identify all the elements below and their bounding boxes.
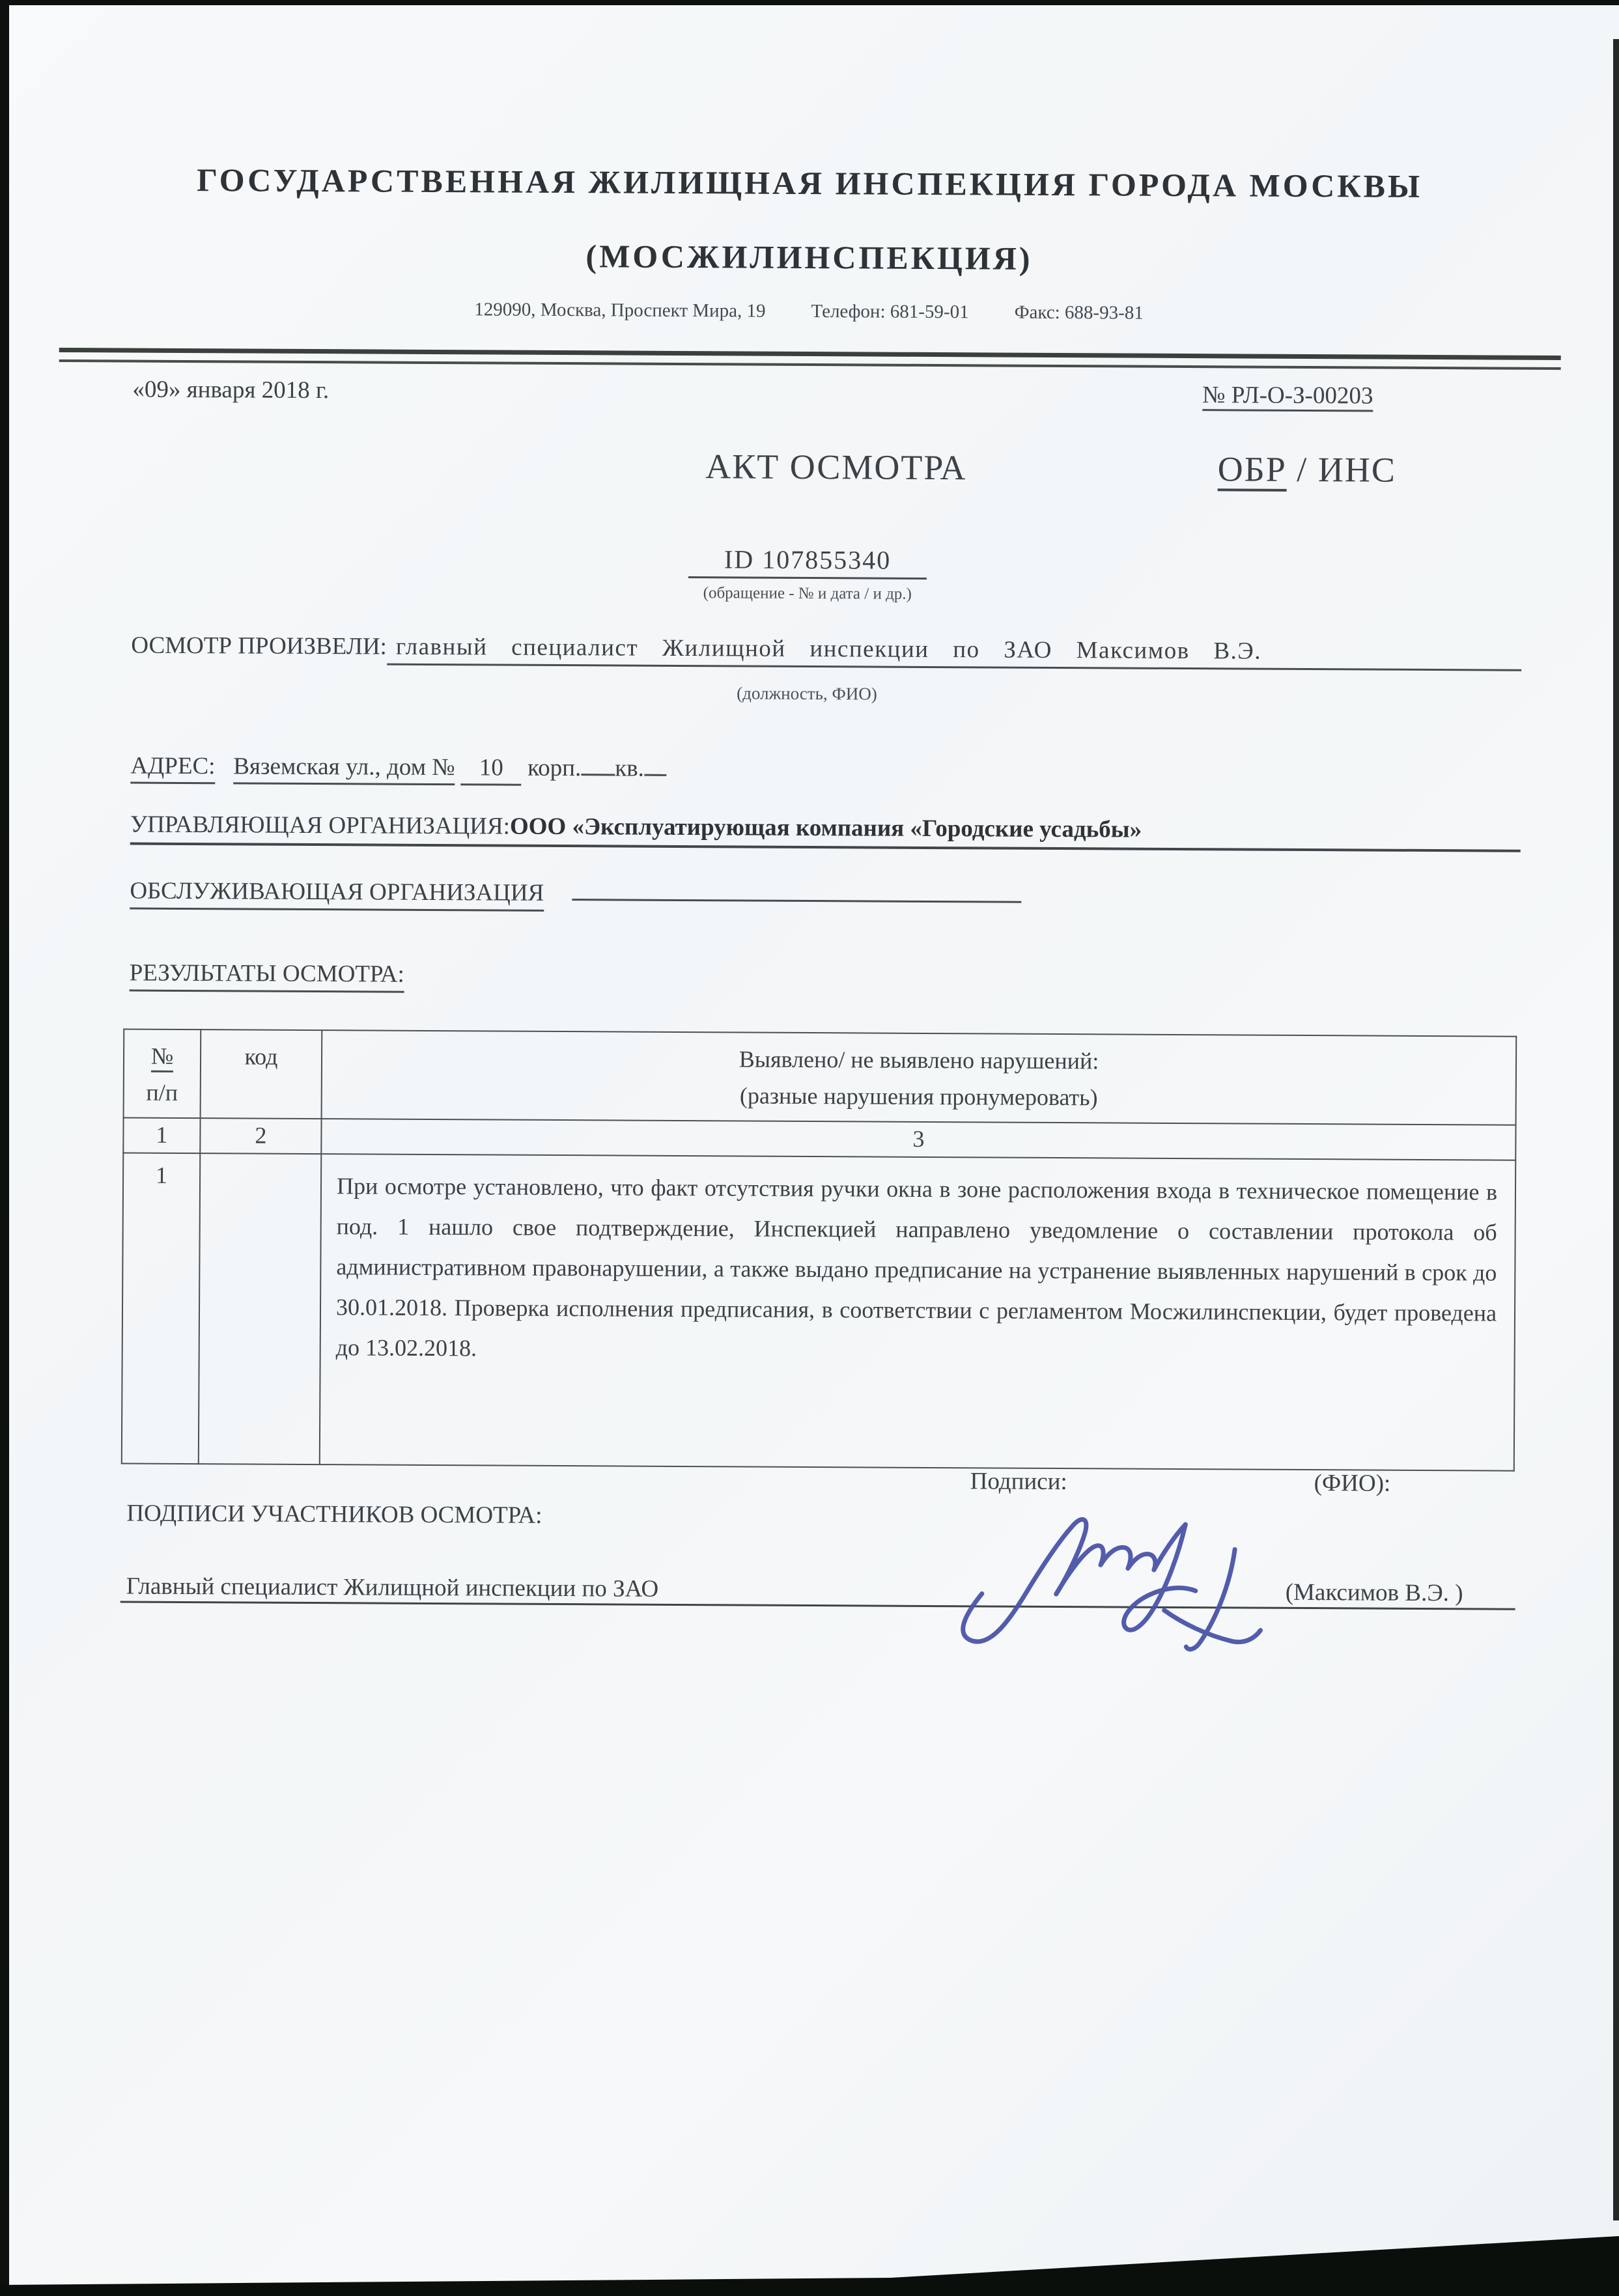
act-type-obr: ОБР [1218,449,1287,492]
org-name-line1: ГОСУДАРСТВЕННАЯ ЖИЛИЩНАЯ ИНСПЕКЦИЯ ГОРОДА МОСКВЫ [197,161,1423,204]
managing-org-line [130,811,1521,852]
participants-label: ПОДПИСИ УЧАСТНИКОВ ОСМОТРА: [126,1500,542,1529]
address-kv-label: кв. [615,755,645,782]
document-number: № РЛ-О-З-00203 [1202,381,1373,412]
document-date: «09» января 2018 г. [132,376,330,404]
address-street: Вяземская ул., дом № [233,753,455,785]
results-table-wrap [121,1029,1517,1472]
address-korp-blank [581,751,615,776]
service-org-label: ОБСЛУЖИВАЮЩАЯ ОРГАНИЗАЦИЯ [130,878,544,912]
table-header-row [124,1029,1517,1125]
row-code-cell [199,1153,321,1464]
service-org-blank [572,876,1021,903]
org-fax: Факс: 688-93-81 [1014,301,1144,324]
address-korp-label: корп. [528,754,582,782]
date-number-row [132,376,1497,422]
id-caption: (обращение - № и дата / и др.) [703,584,912,603]
act-type-ins: ИНС [1317,450,1396,490]
table-row [122,1153,1515,1471]
divider-line-thin [59,359,1561,370]
row-text-cell [320,1154,1515,1471]
address-line [130,749,1521,787]
signer-row [0,1558,1612,1697]
act-title: АКТ ОСМОТРА [705,447,967,488]
header-cell-num [124,1029,201,1119]
managing-org-value: ООО «Эксплуатирующая компания «Городские усадьбы» [509,813,1142,843]
header-cell-code [201,1029,322,1119]
performed-by-line [131,632,1521,671]
index-cell-2: 2 [200,1118,321,1154]
header-num-line2: п/п [146,1079,178,1106]
org-phone: Телефон: 681-59-01 [811,301,969,323]
fio-label: (ФИО): [1314,1470,1391,1497]
act-type-slash: / [1286,449,1318,490]
results-table [121,1029,1517,1472]
org-name-line2: (МОСЖИЛИНСПЕКЦИЯ) [585,238,1033,277]
row-num-cell: 1 [122,1153,200,1464]
title-row [0,442,1618,503]
signer-name: (Максимов В.Э. ) [1285,1578,1463,1607]
handwritten-signature [940,1510,1273,1662]
signer-role: Главный специалист Жилищной инспекции по ЗАО [126,1573,659,1603]
index-cell-1: 1 [123,1118,200,1154]
performed-by-caption: (должность, ФИО) [737,683,877,704]
service-org-line [130,875,1520,912]
header-violations-line1: Выявлено/ не выявлено нарушений: [739,1046,1099,1074]
act-type [1218,449,1396,490]
address-house: 10 [461,754,522,785]
org-address: 129090, Москва, Проспект Мира, 19 [474,299,766,322]
header-violations-line2: (разные нарушения пронумеровать) [739,1082,1098,1111]
org-contacts [0,296,1618,326]
address-label: АДРЕС: [130,753,215,785]
header-cell-violations [322,1030,1517,1125]
appeal-id: ID 107855340 [688,544,927,580]
letterhead-divider [59,348,1561,370]
results-label: РЕЗУЛЬТАТЫ ОСМОТРА: [130,960,404,993]
results-label-wrap [130,959,404,988]
address-kv-blank [644,752,666,776]
header-num-line1: № [151,1043,174,1072]
divider-line-thick [59,348,1561,360]
violation-text: При осмотре установлено, что факт отсутствия ручки окна в зоне расположения входа в техническое помещение в под. 1 нашло свое подтверждение, Инспекцией направлено уведомление о составлении протокола об административном правонарушении, а также выдано предписание на устранение выявленных нарушений в срок до 30.01.2018. Проверка исполнения предписания, в соответствии с регламентом Мосжилинспекции, будет проведена до 13.02.2018. [335,1173,1498,1362]
managing-org-label: УПРАВЛЯЮЩАЯ ОРГАНИЗАЦИЯ: [130,811,511,840]
id-line-wrap [0,540,1617,579]
header-code-label: код [244,1043,278,1070]
performed-by-label: ОСМОТР ПРОИЗВЕЛИ: [131,632,387,660]
index-cell-3: 3 [321,1119,1515,1160]
signs-label: Подписи: [970,1468,1067,1496]
performed-by-value: главный специалист Жилищной инспекции по ЗАО Максимов В.Э. [387,633,1522,671]
